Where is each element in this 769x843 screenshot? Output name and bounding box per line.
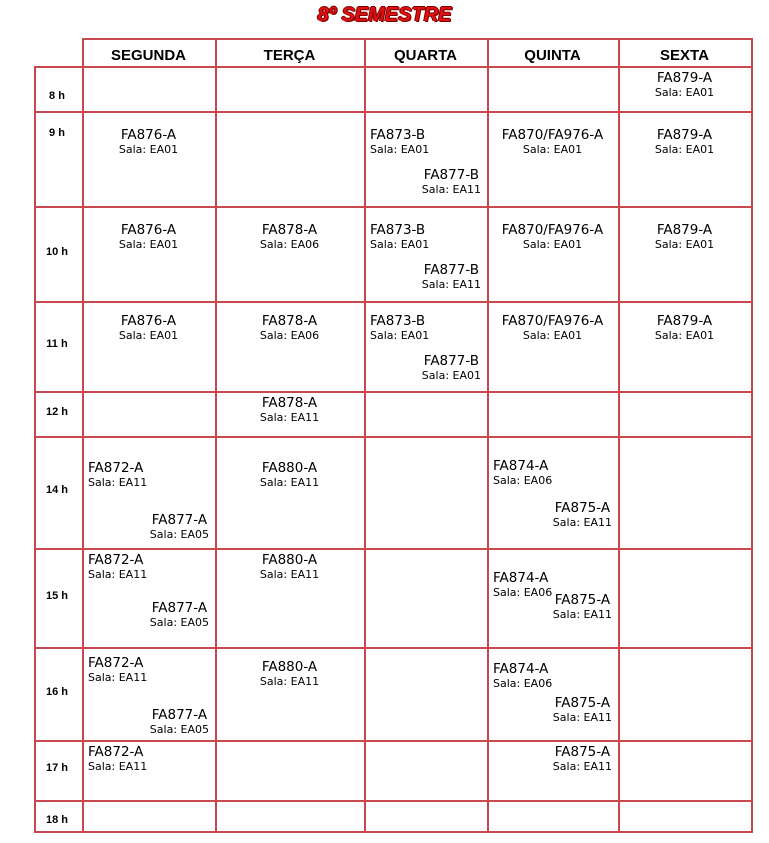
header-divider — [751, 38, 753, 66]
row-divider — [34, 436, 753, 438]
course-code: FA879-A — [656, 313, 713, 329]
class-entry — [88, 552, 147, 582]
row-divider — [34, 831, 753, 833]
class-entry — [493, 570, 552, 600]
course-code: FA877-A — [151, 600, 208, 616]
room-label: Sala: EA01 — [370, 329, 430, 342]
room-label: Sala: EA01 — [118, 329, 179, 342]
room-label: Sala: EA11 — [88, 568, 148, 581]
class-entry — [150, 600, 209, 630]
course-code: FA873-B — [370, 127, 426, 143]
room-label: Sala: EA11 — [88, 671, 148, 684]
course-code: FA876-A — [120, 222, 177, 238]
room-label: Sala: EA11 — [259, 568, 320, 581]
class-entry — [493, 458, 552, 488]
room-label: Sala: EA01 — [522, 143, 583, 156]
class-entry — [618, 222, 751, 252]
room-label: Sala: EA05 — [149, 528, 209, 541]
room-label: Sala: EA11 — [552, 711, 612, 724]
course-code: FA872-A — [88, 552, 144, 568]
row-divider — [34, 548, 753, 550]
hour-label: 14 h — [45, 484, 68, 496]
course-code: FA877-B — [423, 262, 479, 278]
class-entry — [618, 70, 751, 100]
room-label: Sala: EA01 — [654, 329, 715, 342]
room-label: Sala: EA06 — [493, 586, 553, 599]
course-code: FA875-A — [554, 592, 611, 608]
day-header-segunda: SEGUNDA — [110, 47, 186, 64]
class-entry — [422, 353, 481, 383]
class-entry — [370, 127, 429, 157]
room-label: Sala: EA11 — [552, 608, 612, 621]
row-divider — [34, 206, 753, 208]
room-label: Sala: EA11 — [259, 476, 320, 489]
class-entry — [618, 313, 751, 343]
class-entry — [82, 313, 215, 343]
row-divider — [34, 66, 753, 68]
course-code: FA880-A — [261, 552, 318, 568]
hour-label: 12 h — [45, 405, 68, 418]
class-entry — [215, 460, 364, 490]
course-code: FA878-A — [261, 313, 318, 329]
class-entry — [150, 707, 209, 737]
hour-label: 17 h — [45, 762, 68, 774]
hour-label: 15 h — [45, 589, 68, 602]
room-label: Sala: EA11 — [259, 675, 320, 688]
class-entry — [553, 744, 612, 774]
course-code: FA879-A — [656, 70, 713, 86]
room-label: Sala: EA01 — [654, 143, 715, 156]
course-code: FA879-A — [656, 222, 713, 238]
day-header-sexta: SEXTA — [660, 47, 709, 64]
hour-label: 18 h — [45, 814, 68, 826]
hour-label: 16 h — [45, 685, 68, 698]
course-code: FA877-B — [423, 167, 479, 183]
class-entry — [150, 512, 209, 542]
course-code: FA880-A — [261, 659, 318, 675]
course-code: FA873-B — [370, 313, 426, 329]
row-divider — [34, 111, 753, 113]
class-entry — [553, 500, 612, 530]
course-code: FA874-A — [493, 661, 549, 677]
room-label: Sala: EA06 — [259, 329, 320, 342]
class-entry — [88, 744, 147, 774]
class-entry — [88, 655, 147, 685]
course-code: FA872-A — [88, 744, 144, 760]
room-label: Sala: EA06 — [493, 677, 553, 690]
room-label: Sala: EA01 — [522, 238, 583, 251]
row-divider — [34, 740, 753, 742]
day-header-quinta: QUINTA — [524, 47, 581, 64]
day-header-quarta: QUARTA — [393, 47, 458, 64]
class-entry — [553, 592, 612, 622]
room-label: Sala: EA01 — [654, 238, 715, 251]
hour-label: 8 h — [49, 90, 65, 102]
class-entry — [370, 313, 429, 343]
room-label: Sala: EA01 — [421, 369, 481, 382]
course-code: FA880-A — [261, 460, 318, 476]
class-entry — [553, 695, 612, 725]
class-entry — [215, 659, 364, 689]
class-entry — [215, 222, 364, 252]
course-code: FA874-A — [493, 458, 549, 474]
course-code: FA870/FA976-A — [501, 313, 604, 329]
hour-label: 11 h — [46, 338, 68, 350]
day-header-terça: TERÇA — [263, 47, 316, 64]
room-label: Sala: EA11 — [259, 411, 320, 424]
room-label: Sala: EA11 — [421, 183, 481, 196]
page-title: 8º SEMESTRE — [317, 4, 452, 26]
hour-label: 9 h — [49, 127, 65, 139]
course-code: FA873-B — [370, 222, 426, 238]
course-code: FA877-A — [151, 512, 208, 528]
hour-label: 10 h — [45, 245, 68, 258]
class-entry — [82, 222, 215, 252]
course-code: FA877-A — [151, 707, 208, 723]
class-entry — [493, 661, 552, 691]
room-label: Sala: EA11 — [88, 760, 148, 773]
column-divider — [215, 66, 217, 833]
course-code: FA870/FA976-A — [501, 127, 604, 143]
column-divider — [751, 66, 753, 833]
room-label: Sala: EA05 — [149, 616, 209, 629]
course-code: FA876-A — [120, 127, 177, 143]
room-label: Sala: EA01 — [370, 238, 430, 251]
room-label: Sala: EA11 — [552, 516, 612, 529]
class-entry — [88, 460, 147, 490]
class-entry — [82, 127, 215, 157]
room-label: Sala: EA11 — [552, 760, 612, 773]
room-label: Sala: EA11 — [421, 278, 481, 291]
class-entry — [487, 313, 618, 343]
class-entry — [370, 222, 429, 252]
room-label: Sala: EA01 — [370, 143, 430, 156]
course-code: FA870/FA976-A — [501, 222, 604, 238]
course-code: FA878-A — [261, 395, 318, 411]
course-code: FA872-A — [88, 655, 144, 671]
room-label: Sala: EA01 — [522, 329, 583, 342]
column-divider — [364, 66, 366, 833]
room-label: Sala: EA01 — [654, 86, 715, 99]
left-border — [34, 66, 36, 833]
course-code: FA877-B — [423, 353, 479, 369]
room-label: Sala: EA11 — [88, 476, 148, 489]
class-entry — [618, 127, 751, 157]
column-divider — [82, 66, 84, 833]
class-entry — [487, 222, 618, 252]
class-entry — [422, 262, 481, 292]
class-entry — [422, 167, 481, 197]
row-divider — [34, 301, 753, 303]
class-entry — [487, 127, 618, 157]
course-code: FA875-A — [554, 695, 611, 711]
course-code: FA874-A — [493, 570, 549, 586]
class-entry — [215, 313, 364, 343]
course-code: FA875-A — [554, 744, 611, 760]
course-code: FA878-A — [261, 222, 318, 238]
room-label: Sala: EA05 — [149, 723, 209, 736]
room-label: Sala: EA01 — [118, 143, 179, 156]
class-entry — [215, 552, 364, 582]
course-code: FA875-A — [554, 500, 611, 516]
column-divider — [487, 66, 489, 833]
row-divider — [34, 391, 753, 393]
course-code: FA872-A — [88, 460, 144, 476]
row-divider — [34, 647, 753, 649]
column-divider — [618, 66, 620, 833]
row-divider — [34, 800, 753, 802]
header-border-top — [82, 38, 753, 40]
room-label: Sala: EA01 — [118, 238, 179, 251]
course-code: FA879-A — [656, 127, 713, 143]
room-label: Sala: EA06 — [493, 474, 553, 487]
class-entry — [215, 395, 364, 425]
room-label: Sala: EA06 — [259, 238, 320, 251]
course-code: FA876-A — [120, 313, 177, 329]
